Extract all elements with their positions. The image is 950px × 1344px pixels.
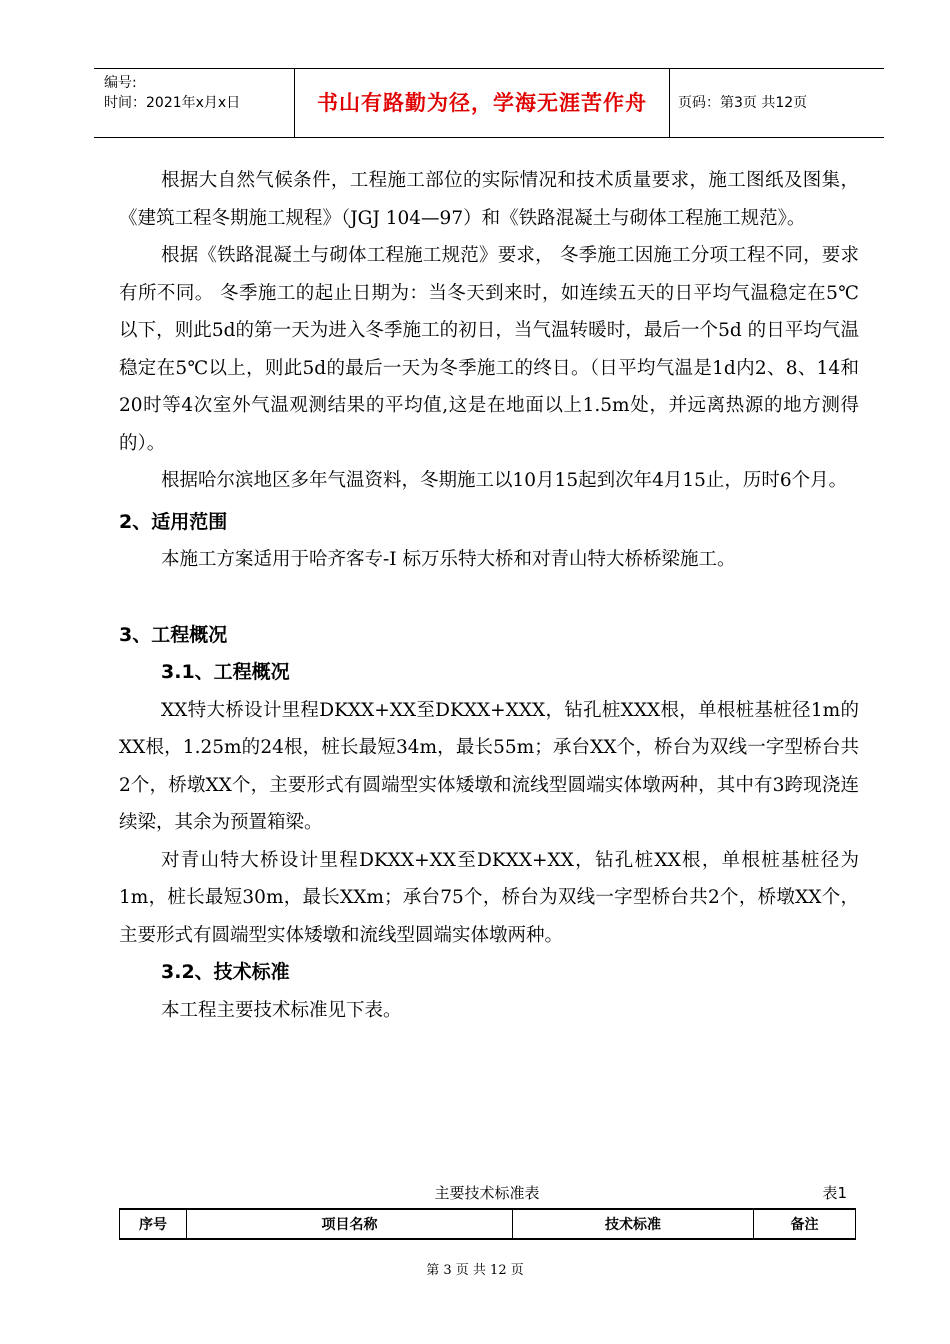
technical-standards-table xyxy=(119,1208,856,1240)
table-caption: 主要技术标准表 xyxy=(434,1184,540,1202)
paragraph: 根据《铁路混凝土与砌体工程施工规范》要求， 冬季施工因施工分项工程不同，要求有所不同。 冬季施工的起止日期为：当冬天到来时，如连续五天的日平均气温稳定在5℃以下，则此5d的第一天为进入冬季施工的初日，当气温转暖时，最后一个5d 的日平均气温稳定在5℃以上，则此5d的最后一天为冬季施工的终日。（日平均气温是1d内2、8、14和20时等4次室外气温观测结果的平均值,这是在地面以上1.5m处，并远离热源的地方测得的）。 xyxy=(119,245,859,454)
subsection-heading: 3.1、工程概况 xyxy=(161,661,290,683)
paragraph: XX特大桥设计里程DKXX+XX至DKXX+XXX，钻孔桩XXX根，单根桩基桩径1m的XX根，1.25m的24根，桩长最短34m，最长55m；承台XX个，桥台为双线一字型桥台共2个，桥墩XX个，主要形式有圆端型实体矮墩和流线型圆端实体墩两种，其中有3跨现浇连续梁，其余为预置箱梁。 xyxy=(119,699,859,833)
table-header-row xyxy=(120,1209,856,1239)
column-header-standard: 技术标准 xyxy=(513,1209,754,1239)
column-header-index: 序号 xyxy=(120,1209,187,1239)
header-motto-cell xyxy=(295,69,670,137)
column-header-item-name: 项目名称 xyxy=(187,1209,513,1239)
table-number: 表1 xyxy=(822,1184,847,1202)
section-heading: 3、工程概况 xyxy=(119,623,228,646)
header-page-cell xyxy=(670,69,884,137)
page-footer: 第 3 页 共 12 页 xyxy=(426,1263,524,1278)
paragraph: 本工程主要技术标准见下表。 xyxy=(161,999,402,1021)
document-number-label: 编号: xyxy=(104,75,137,91)
page-header xyxy=(94,68,884,138)
column-header-remarks: 备注 xyxy=(754,1209,856,1239)
subsection-heading: 3.2、技术标准 xyxy=(161,961,290,983)
header-motto: 书山有路勤为径，学海无涯苦作舟 xyxy=(317,91,647,115)
paragraph: 根据大自然气候条件，工程施工部位的实际情况和技术质量要求，施工图纸及图集，《建筑工程冬期施工规程》（JGJ 104—97）和《铁路混凝土与砌体工程施工规范》。 xyxy=(119,170,859,229)
paragraph: 本施工方案适用于哈齐客专-Ⅰ 标万乐特大桥和对青山特大桥桥梁施工。 xyxy=(161,549,736,570)
document-time-label: 时间：2021年x月x日 xyxy=(104,95,241,111)
paragraph: 对青山特大桥设计里程DKXX+XX至DKXX+XX，钻孔桩XX根，单根桩基桩径为1m，桩长最短30m，最长XXm；承台75个，桥台为双线一字型桥台共2个，桥墩XX个，主要形式有圆端型实体矮墩和流线型圆端实体墩两种。 xyxy=(119,849,859,946)
paragraph: 根据哈尔滨地区多年气温资料，冬期施工以10月15起到次年4月15止，历时6个月。 xyxy=(161,470,848,491)
document-body xyxy=(119,162,859,1029)
table-caption-row xyxy=(119,1180,855,1206)
header-page-label: 页码：第3页 共12页 xyxy=(678,95,808,111)
header-meta-cell xyxy=(94,69,295,137)
section-heading: 2、适用范围 xyxy=(119,510,228,533)
